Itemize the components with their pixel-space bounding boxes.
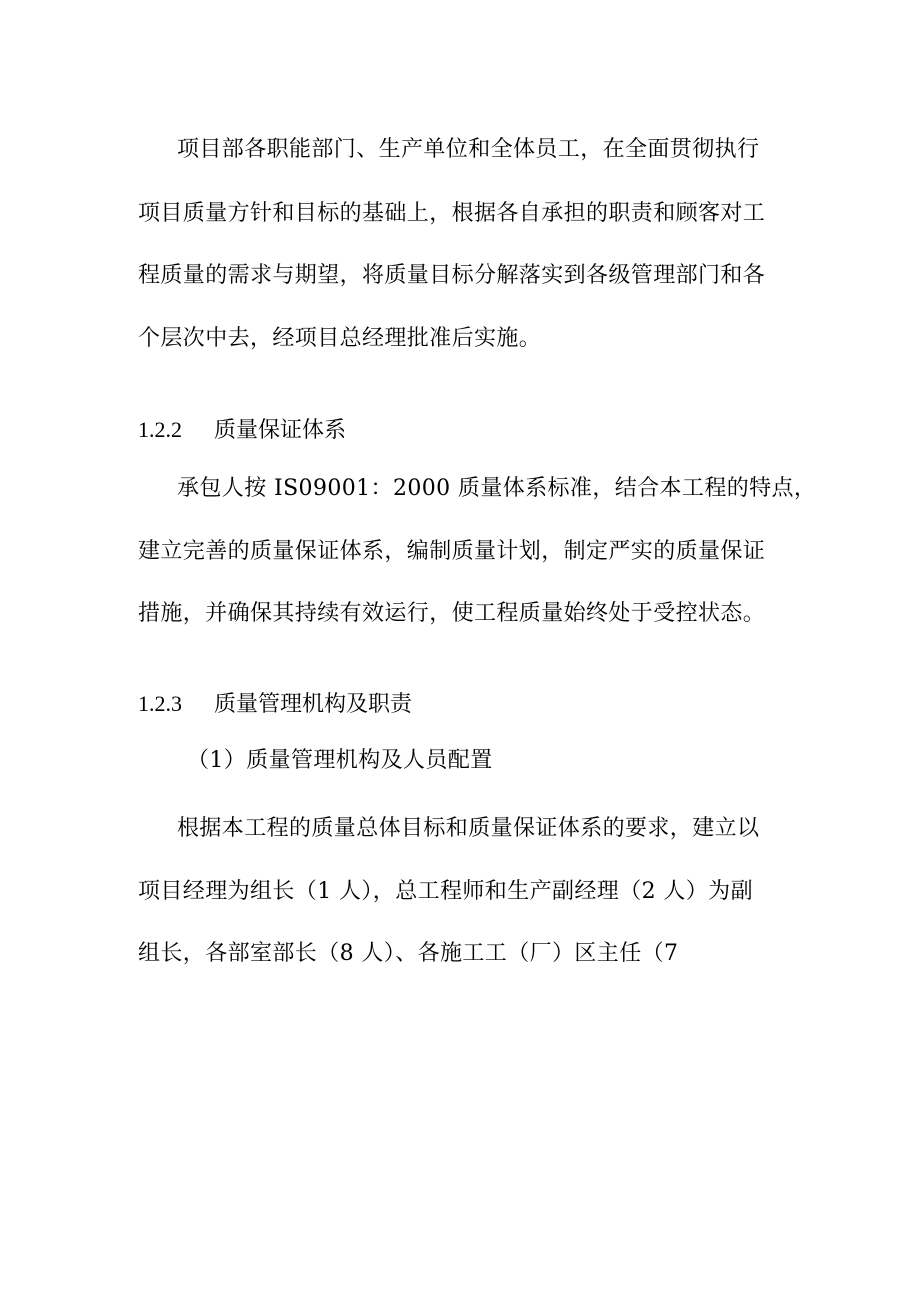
paragraph-1-line-3: 程质量的需求与期望，将质量目标分解落实到各级管理部门和各 — [138, 263, 766, 288]
section-title: 质量管理机构及职责 — [214, 692, 413, 717]
paragraph-3-line-3: 组长，各部室部长（8 人）、各施工工（厂）区主任（7 — [138, 941, 679, 966]
paragraph-1-line-2: 项目质量方针和目标的基础上，根据各自承担的职责和顾客对工 — [138, 201, 766, 226]
section-heading-1-2-3 — [138, 689, 412, 720]
paragraph-3-line-1: 根据本工程的质量总体目标和质量保证体系的要求，建立以 — [177, 816, 760, 841]
section-title: 质量保证体系 — [214, 418, 347, 443]
section-number: 1.2.3 — [138, 691, 182, 716]
paragraph-2-line-1: 承包人按 IS09001：2000 质量体系标准，结合本工程的特点， — [177, 476, 817, 501]
paragraph-2-line-3: 措施，并确保其持续有效运行，使工程质量始终处于受控状态。 — [138, 601, 766, 626]
paragraph-2-line-2: 建立完善的质量保证体系，编制质量计划，制定严实的质量保证 — [138, 539, 766, 564]
paragraph-1-line-4: 个层次中去，经项目总经理批准后实施。 — [138, 326, 542, 351]
paragraph-3-line-2: 项目经理为组长（1 人），总工程师和生产副经理（2 人）为副 — [138, 879, 753, 904]
section-number: 1.2.2 — [138, 417, 182, 442]
subheading: （1）质量管理机构及人员配置 — [187, 748, 493, 773]
section-heading-1-2-2 — [138, 415, 346, 446]
paragraph-1-line-1: 项目部各职能部门、生产单位和全体员工，在全面贯彻执行 — [177, 137, 760, 162]
